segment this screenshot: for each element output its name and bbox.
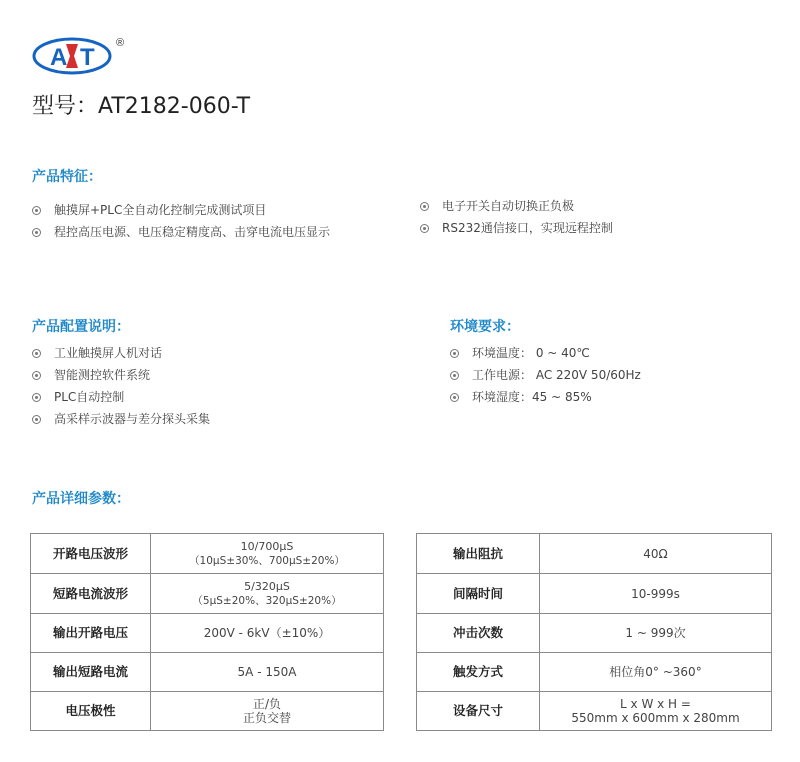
param-value: 1 ~ 999次 bbox=[540, 614, 772, 653]
bullet-icon bbox=[450, 349, 459, 358]
param-key: 短路电流波形 bbox=[31, 574, 151, 614]
list-item: 智能测控软件系统 bbox=[32, 364, 210, 386]
param-key: 输出阻抗 bbox=[417, 534, 540, 574]
param-key: 开路电压波形 bbox=[31, 534, 151, 574]
features-list-left bbox=[32, 199, 330, 243]
table-row bbox=[417, 534, 772, 574]
bullet-icon bbox=[32, 228, 41, 237]
params-table-left bbox=[30, 533, 384, 731]
table-row bbox=[417, 574, 772, 614]
param-value: 200V - 6kV（±10%） bbox=[151, 614, 384, 653]
params-title: 产品详细参数： bbox=[32, 491, 130, 507]
table-row bbox=[417, 692, 772, 731]
param-value: 相位角0° ~360° bbox=[540, 653, 772, 692]
bullet-icon bbox=[32, 206, 41, 215]
table-row bbox=[31, 653, 384, 692]
param-value: 10-999s bbox=[540, 574, 772, 614]
param-value: 正/负 正负交替 bbox=[151, 692, 384, 731]
list-item: 环境湿度：45 ~ 85% bbox=[450, 386, 641, 408]
table-row bbox=[31, 534, 384, 574]
param-key: 冲击次数 bbox=[417, 614, 540, 653]
config-title: 产品配置说明： bbox=[32, 319, 130, 335]
features-list-right bbox=[420, 195, 613, 239]
config-list bbox=[32, 342, 210, 430]
table-row bbox=[417, 653, 772, 692]
param-key: 电压极性 bbox=[31, 692, 151, 731]
param-value: 10/700µS （10µS±30%、700µS±20%） bbox=[151, 534, 384, 574]
param-key: 触发方式 bbox=[417, 653, 540, 692]
list-item: 工业触摸屏人机对话 bbox=[32, 342, 210, 364]
list-item: 工作电源： AC 220V 50/60Hz bbox=[450, 364, 641, 386]
param-key: 输出开路电压 bbox=[31, 614, 151, 653]
list-item: 环境温度： 0 ~ 40℃ bbox=[450, 342, 641, 364]
param-value: 5/320µS （5µS±20%、320µS±20%） bbox=[151, 574, 384, 614]
bullet-icon bbox=[32, 349, 41, 358]
param-key: 输出短路电流 bbox=[31, 653, 151, 692]
table-row bbox=[31, 692, 384, 731]
list-item: 触摸屏+PLC全自动化控制完成测试项目 bbox=[32, 199, 330, 221]
param-value: L x W x H = 550mm x 600mm x 280mm bbox=[540, 692, 772, 731]
list-item: 电子开关自动切换正负极 bbox=[420, 195, 613, 217]
environment-title: 环境要求： bbox=[450, 319, 520, 335]
bullet-icon bbox=[420, 224, 429, 233]
bullet-icon bbox=[420, 202, 429, 211]
features-title: 产品特征： bbox=[32, 169, 102, 185]
bullet-icon bbox=[32, 393, 41, 402]
svg-text:A: A bbox=[50, 44, 68, 71]
param-value: 40Ω bbox=[540, 534, 772, 574]
svg-text:T: T bbox=[80, 44, 95, 71]
brand-logo bbox=[32, 34, 128, 76]
param-value: 5A - 150A bbox=[151, 653, 384, 692]
list-item: 程控高压电源、电压稳定精度高、击穿电流电压显示 bbox=[32, 221, 330, 243]
params-table-right bbox=[416, 533, 772, 731]
param-key: 间隔时间 bbox=[417, 574, 540, 614]
param-key: 设备尺寸 bbox=[417, 692, 540, 731]
svg-text:®: ® bbox=[116, 37, 125, 49]
model-title: 型号：AT2182-060-T bbox=[32, 94, 251, 119]
list-item: 高采样示波器与差分探头采集 bbox=[32, 408, 210, 430]
list-item: PLC自动控制 bbox=[32, 386, 210, 408]
table-row bbox=[31, 614, 384, 653]
bullet-icon bbox=[32, 415, 41, 424]
list-item: RS232通信接口，实现远程控制 bbox=[420, 217, 613, 239]
environment-list bbox=[450, 342, 641, 408]
bullet-icon bbox=[32, 371, 41, 380]
bullet-icon bbox=[450, 393, 459, 402]
table-row bbox=[417, 614, 772, 653]
table-row bbox=[31, 574, 384, 614]
bullet-icon bbox=[450, 371, 459, 380]
logo-graphic bbox=[32, 34, 128, 76]
